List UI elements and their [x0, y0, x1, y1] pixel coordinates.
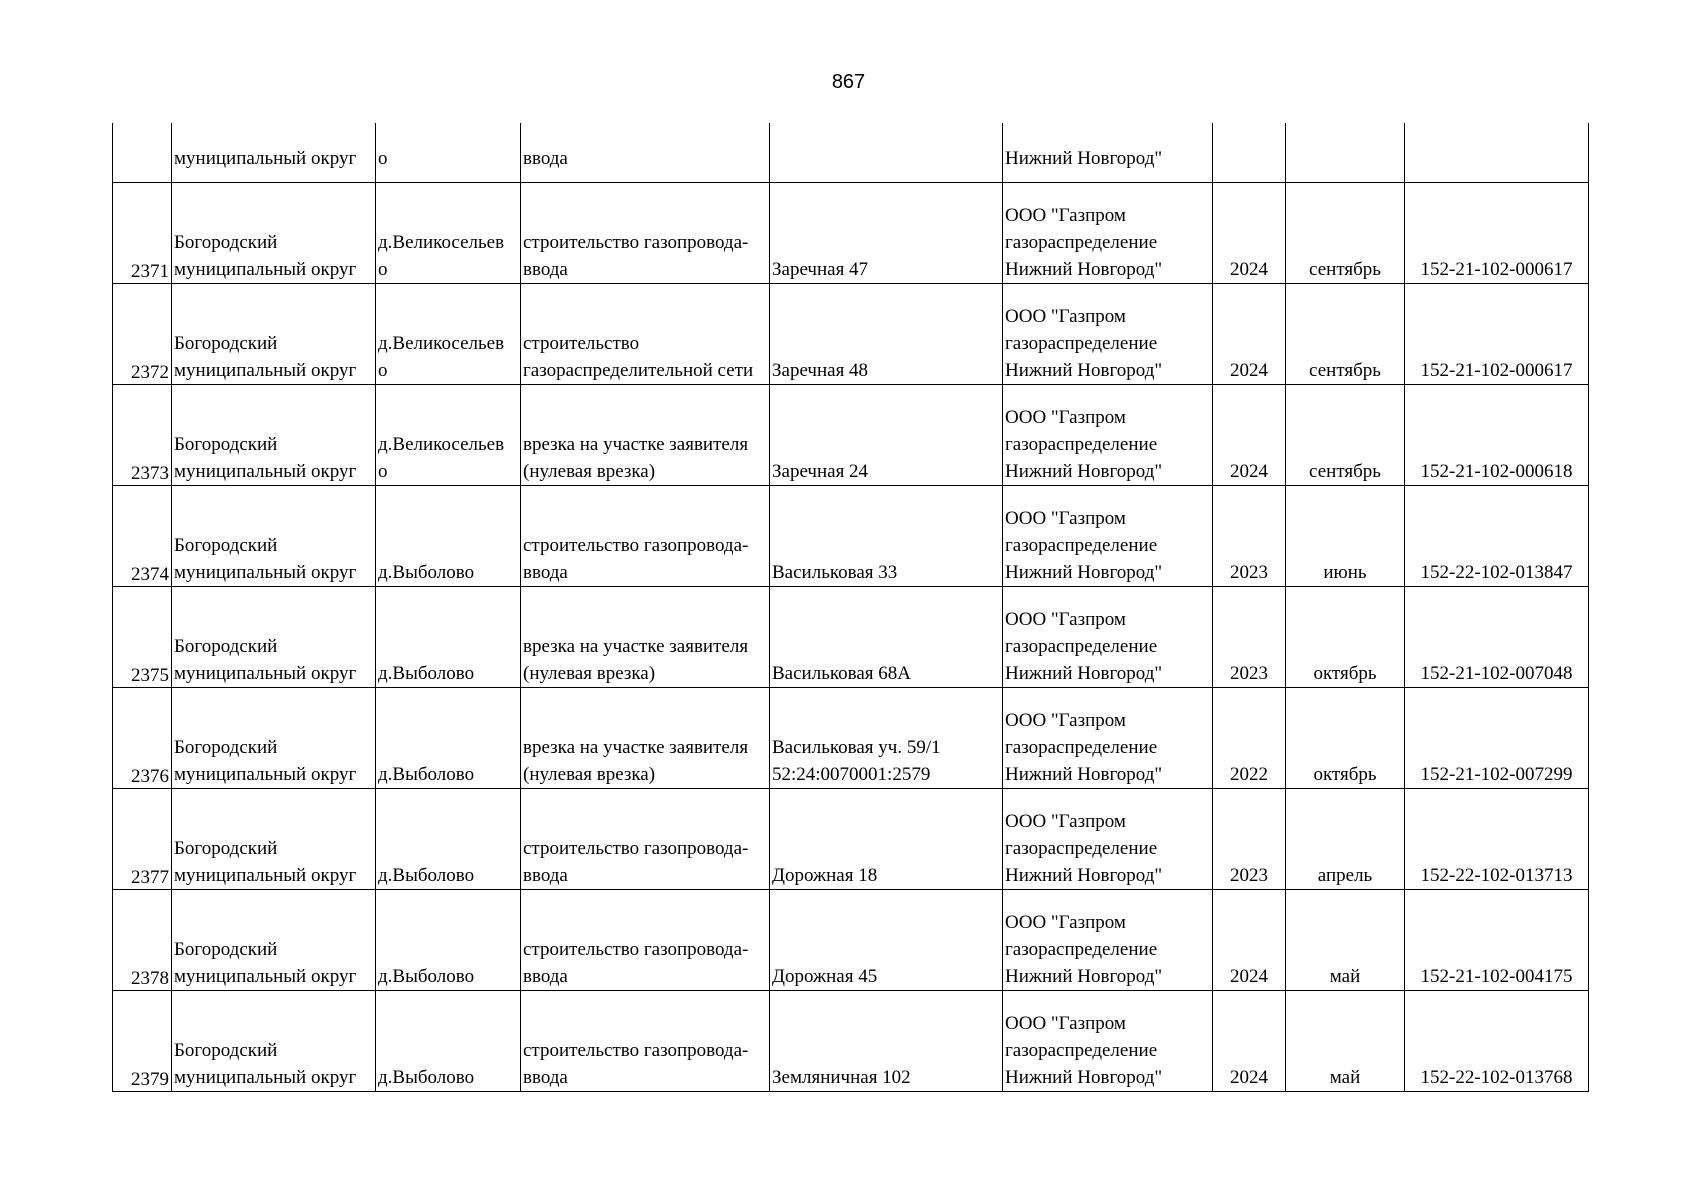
- address-cell: [770, 688, 1003, 789]
- settlement-cell: [376, 587, 521, 688]
- executor-line-1: ООО "Газпром: [1005, 609, 1126, 630]
- work-type-line-1: строительство газопровода-: [523, 939, 749, 960]
- month-cell: [1286, 789, 1405, 890]
- address-cell: [770, 991, 1003, 1092]
- continuation-row: [113, 123, 1589, 183]
- settlement-line-2: д.Выболово: [378, 764, 475, 785]
- row-number: 2373: [131, 463, 169, 484]
- executor-line-3: Нижний Новгород": [1005, 865, 1163, 886]
- district-line-1: Богородский: [174, 333, 278, 354]
- code-value: 152-21-102-004175: [1420, 966, 1573, 987]
- year-cell: [1213, 183, 1286, 284]
- executor-line-1: ООО "Газпром: [1005, 407, 1126, 428]
- address-cell: [770, 123, 1003, 183]
- work-type-line-1: врезка на участке заявителя: [523, 434, 749, 455]
- month-value: сентябрь: [1309, 259, 1381, 280]
- executor-cell: [1003, 890, 1213, 991]
- settlement-cell: [376, 284, 521, 385]
- executor-line-3: Нижний Новгород": [1005, 562, 1163, 583]
- year-value: 2024: [1230, 360, 1268, 381]
- work-type-cell: [521, 991, 770, 1092]
- executor-line-3: Нижний Новгород": [1005, 461, 1163, 482]
- code-cell: [1405, 123, 1589, 183]
- address-line-2: Заречная 48: [772, 360, 869, 381]
- address-line-2: 52:24:0070001:2579: [772, 764, 931, 785]
- address-line-2: Васильковая 68А: [772, 663, 911, 684]
- row-number-cell: [113, 688, 172, 789]
- executor-cell: [1003, 688, 1213, 789]
- executor-line-3: Нижний Новгород": [1005, 360, 1163, 381]
- work-type-line-2: ввода: [523, 865, 568, 886]
- district-line-2: муниципальный округ: [174, 663, 357, 684]
- address-cell: [770, 890, 1003, 991]
- settlement-line-2: о: [378, 259, 388, 280]
- executor-cell: [1003, 789, 1213, 890]
- district-line-1: Богородский: [174, 434, 278, 455]
- month-cell: [1286, 123, 1405, 183]
- executor-cell: [1003, 123, 1213, 183]
- code-cell: [1405, 486, 1589, 587]
- executor-cell: [1003, 486, 1213, 587]
- executor-line-1: ООО "Газпром: [1005, 811, 1126, 832]
- executor-line-2: газораспределение: [1005, 737, 1158, 758]
- code-cell: [1405, 385, 1589, 486]
- month-cell: [1286, 991, 1405, 1092]
- work-type-line: ввода: [523, 148, 568, 169]
- gas-connection-registry-table: [112, 123, 1589, 1092]
- row-number-cell: [113, 284, 172, 385]
- executor-line-3: Нижний Новгород": [1005, 966, 1163, 987]
- executor-line-1: ООО "Газпром: [1005, 508, 1126, 529]
- work-type-line-1: строительство газопровода-: [523, 232, 749, 253]
- address-line-2: Дорожная 18: [772, 865, 878, 886]
- row-number: 2371: [131, 261, 169, 282]
- month-value: сентябрь: [1309, 360, 1381, 381]
- executor-cell: [1003, 991, 1213, 1092]
- district-line-1: Богородский: [174, 636, 278, 657]
- table-row: [113, 890, 1589, 991]
- row-number: 2378: [131, 968, 169, 989]
- month-value: октябрь: [1313, 764, 1377, 785]
- district-line-2: муниципальный округ: [174, 764, 357, 785]
- code-value: 152-21-102-000617: [1420, 360, 1573, 381]
- settlement-cell: [376, 789, 521, 890]
- district-line-2: муниципальный округ: [174, 360, 357, 381]
- row-number-cell: [113, 183, 172, 284]
- row-number: 2375: [131, 665, 169, 686]
- executor-line-1: ООО "Газпром: [1005, 710, 1126, 731]
- month-value: июнь: [1323, 562, 1367, 583]
- row-number-cell: [113, 890, 172, 991]
- month-value: апрель: [1317, 865, 1373, 886]
- table-row: [113, 385, 1589, 486]
- work-type-line-1: строительство газопровода-: [523, 535, 749, 556]
- code-value: 152-21-102-000618: [1420, 461, 1573, 482]
- row-number-cell: [113, 587, 172, 688]
- work-type-line-2: (нулевая врезка): [523, 663, 656, 684]
- year-cell: [1213, 789, 1286, 890]
- district-line-2: муниципальный округ: [174, 1067, 357, 1088]
- district-line-2: муниципальный округ: [174, 259, 357, 280]
- executor-line-2: газораспределение: [1005, 232, 1158, 253]
- executor-cell: [1003, 183, 1213, 284]
- address-line-2: Земляничная 102: [772, 1067, 911, 1088]
- executor-line-1: ООО "Газпром: [1005, 205, 1126, 226]
- executor-line-2: газораспределение: [1005, 939, 1158, 960]
- work-type-line-2: (нулевая врезка): [523, 461, 656, 482]
- work-type-line-2: ввода: [523, 562, 568, 583]
- settlement-cell: [376, 486, 521, 587]
- settlement-line-1: д.Великосельев: [378, 333, 505, 354]
- district-line-2: муниципальный округ: [174, 461, 357, 482]
- month-value: сентябрь: [1309, 461, 1381, 482]
- code-value: 152-21-102-007048: [1420, 663, 1573, 684]
- work-type-cell: [521, 789, 770, 890]
- year-cell: [1213, 890, 1286, 991]
- year-cell: [1213, 123, 1286, 183]
- work-type-cell: [521, 284, 770, 385]
- executor-line-3: Нижний Новгород": [1005, 259, 1163, 280]
- month-value: май: [1329, 1067, 1361, 1088]
- district-cell: [172, 385, 376, 486]
- work-type-cell: [521, 123, 770, 183]
- district-line-1: Богородский: [174, 939, 278, 960]
- year-value: 2023: [1230, 865, 1268, 886]
- district-line-1: Богородский: [174, 232, 278, 253]
- row-number: 2379: [131, 1069, 169, 1090]
- work-type-line-1: врезка на участке заявителя: [523, 737, 749, 758]
- row-number: 2376: [131, 766, 169, 787]
- work-type-line-2: (нулевая врезка): [523, 764, 656, 785]
- district-line-1: Богородский: [174, 535, 278, 556]
- table-row: [113, 789, 1589, 890]
- year-cell: [1213, 385, 1286, 486]
- work-type-line-2: ввода: [523, 1067, 568, 1088]
- year-value: 2023: [1230, 663, 1268, 684]
- settlement-cell: [376, 991, 521, 1092]
- table-row: [113, 991, 1589, 1092]
- work-type-line-2: газораспределительной сети: [523, 360, 754, 381]
- work-type-cell: [521, 587, 770, 688]
- executor-line-2: газораспределение: [1005, 1040, 1158, 1061]
- address-line-1: Васильковая уч. 59/1: [772, 737, 941, 758]
- settlement-line-1: д.Великосельев: [378, 232, 505, 253]
- table-row: [113, 688, 1589, 789]
- district-line-1: Богородский: [174, 838, 278, 859]
- address-line-2: Заречная 24: [772, 461, 869, 482]
- month-cell: [1286, 587, 1405, 688]
- executor-cell: [1003, 385, 1213, 486]
- district-line: муниципальный округ: [174, 148, 357, 169]
- executor-line-1: ООО "Газпром: [1005, 1013, 1126, 1034]
- address-cell: [770, 789, 1003, 890]
- district-line-2: муниципальный округ: [174, 865, 357, 886]
- district-cell: [172, 123, 376, 183]
- year-value: 2024: [1230, 461, 1268, 482]
- row-number-cell: [113, 123, 172, 183]
- row-number: 2372: [131, 362, 169, 383]
- settlement-cell: [376, 385, 521, 486]
- work-type-line-1: врезка на участке заявителя: [523, 636, 749, 657]
- address-cell: [770, 284, 1003, 385]
- table-row: [113, 183, 1589, 284]
- address-cell: [770, 183, 1003, 284]
- year-cell: [1213, 587, 1286, 688]
- page-number: 867: [831, 71, 866, 93]
- settlement-line-2: о: [378, 461, 388, 482]
- month-value: май: [1329, 966, 1361, 987]
- code-value: 152-22-102-013847: [1420, 562, 1573, 583]
- district-cell: [172, 991, 376, 1092]
- district-line-1: Богородский: [174, 1040, 278, 1061]
- settlement-cell: [376, 890, 521, 991]
- table-row: [113, 587, 1589, 688]
- address-cell: [770, 486, 1003, 587]
- executor-line-2: газораспределение: [1005, 535, 1158, 556]
- year-cell: [1213, 688, 1286, 789]
- address-line-2: Дорожная 45: [772, 966, 878, 987]
- work-type-line-2: ввода: [523, 966, 568, 987]
- year-cell: [1213, 284, 1286, 385]
- row-number-cell: [113, 789, 172, 890]
- settlement-cell: [376, 183, 521, 284]
- row-number-cell: [113, 991, 172, 1092]
- settlement-line-2: д.Выболово: [378, 865, 475, 886]
- year-cell: [1213, 991, 1286, 1092]
- year-value: 2024: [1230, 1067, 1268, 1088]
- year-cell: [1213, 486, 1286, 587]
- month-cell: [1286, 385, 1405, 486]
- district-cell: [172, 284, 376, 385]
- district-line-1: Богородский: [174, 737, 278, 758]
- executor-line-3: Нижний Новгород": [1005, 663, 1163, 684]
- code-cell: [1405, 587, 1589, 688]
- executor-cell: [1003, 284, 1213, 385]
- executor-line-2: газораспределение: [1005, 636, 1158, 657]
- district-cell: [172, 688, 376, 789]
- settlement-cell: [376, 688, 521, 789]
- year-value: 2022: [1230, 764, 1268, 785]
- executor-line-3: Нижний Новгород": [1005, 764, 1163, 785]
- month-cell: [1286, 890, 1405, 991]
- code-cell: [1405, 183, 1589, 284]
- month-cell: [1286, 486, 1405, 587]
- table-row: [113, 284, 1589, 385]
- year-value: 2023: [1230, 562, 1268, 583]
- work-type-line-1: строительство газопровода-: [523, 838, 749, 859]
- address-cell: [770, 385, 1003, 486]
- executor-cell: [1003, 587, 1213, 688]
- address-line-2: Васильковая 33: [772, 562, 898, 583]
- code-cell: [1405, 991, 1589, 1092]
- district-cell: [172, 890, 376, 991]
- code-cell: [1405, 688, 1589, 789]
- work-type-line-1: строительство: [523, 333, 640, 354]
- executor-line-1: ООО "Газпром: [1005, 912, 1126, 933]
- work-type-line-2: ввода: [523, 259, 568, 280]
- work-type-line-1: строительство газопровода-: [523, 1040, 749, 1061]
- code-cell: [1405, 789, 1589, 890]
- code-cell: [1405, 284, 1589, 385]
- address-line-2: Заречная 47: [772, 259, 869, 280]
- settlement-cell: [376, 123, 521, 183]
- row-number: 2377: [131, 867, 169, 888]
- month-value: октябрь: [1313, 663, 1377, 684]
- executor-line: Нижний Новгород": [1005, 148, 1163, 169]
- row-number: 2374: [131, 564, 169, 585]
- work-type-cell: [521, 385, 770, 486]
- month-cell: [1286, 688, 1405, 789]
- district-cell: [172, 183, 376, 284]
- district-cell: [172, 486, 376, 587]
- district-line-2: муниципальный округ: [174, 562, 357, 583]
- work-type-cell: [521, 890, 770, 991]
- settlement-line-1: д.Великосельев: [378, 434, 505, 455]
- settlement-line-2: д.Выболово: [378, 663, 475, 684]
- executor-line-2: газораспределение: [1005, 434, 1158, 455]
- district-cell: [172, 789, 376, 890]
- settlement-line: о: [378, 148, 388, 169]
- code-cell: [1405, 890, 1589, 991]
- code-value: 152-21-102-007299: [1420, 764, 1573, 785]
- code-value: 152-21-102-000617: [1420, 259, 1573, 280]
- work-type-cell: [521, 183, 770, 284]
- code-value: 152-22-102-013713: [1420, 865, 1573, 886]
- month-cell: [1286, 183, 1405, 284]
- executor-line-3: Нижний Новгород": [1005, 1067, 1163, 1088]
- settlement-line-2: о: [378, 360, 388, 381]
- code-value: 152-22-102-013768: [1420, 1067, 1573, 1088]
- district-line-2: муниципальный округ: [174, 966, 357, 987]
- month-cell: [1286, 284, 1405, 385]
- address-cell: [770, 587, 1003, 688]
- work-type-cell: [521, 688, 770, 789]
- settlement-line-2: д.Выболово: [378, 562, 475, 583]
- table-row: [113, 486, 1589, 587]
- row-number-cell: [113, 385, 172, 486]
- settlement-line-2: д.Выболово: [378, 966, 475, 987]
- year-value: 2024: [1230, 966, 1268, 987]
- district-cell: [172, 587, 376, 688]
- settlement-line-2: д.Выболово: [378, 1067, 475, 1088]
- work-type-cell: [521, 486, 770, 587]
- executor-line-1: ООО "Газпром: [1005, 306, 1126, 327]
- executor-line-2: газораспределение: [1005, 838, 1158, 859]
- row-number-cell: [113, 486, 172, 587]
- year-value: 2024: [1230, 259, 1268, 280]
- executor-line-2: газораспределение: [1005, 333, 1158, 354]
